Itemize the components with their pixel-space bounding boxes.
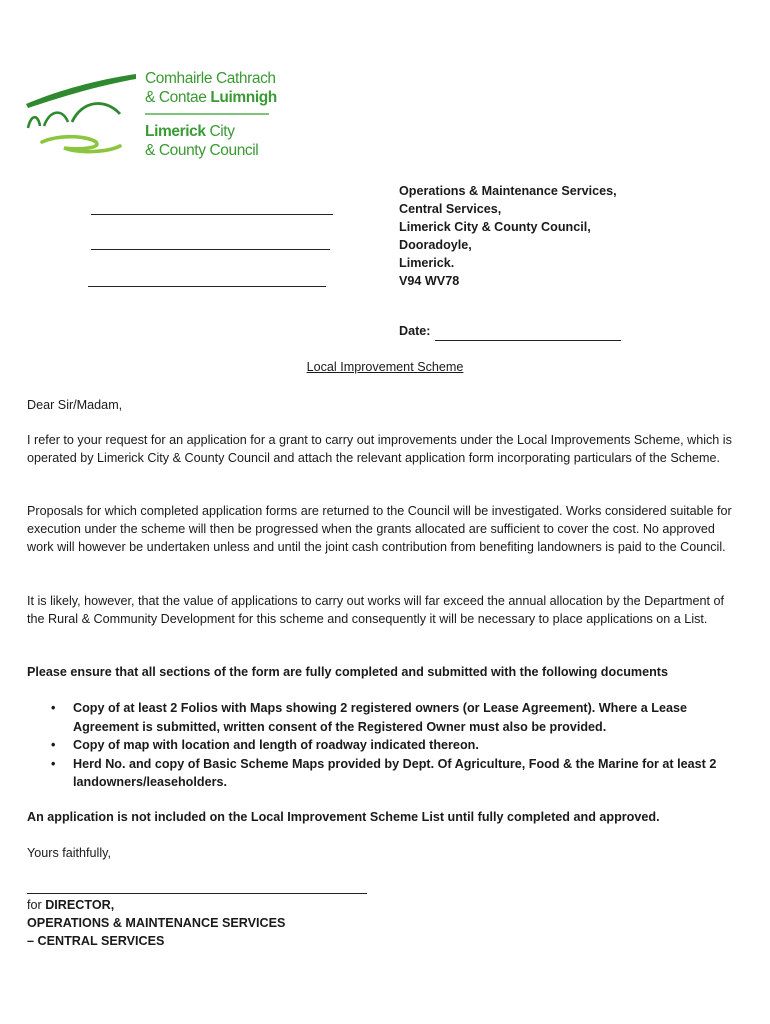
- recipient-address-line-2[interactable]: [91, 249, 330, 250]
- english-name-bold: Limerick: [145, 123, 206, 140]
- list-item: [27, 736, 739, 755]
- date-row: [399, 324, 621, 341]
- signoff-block: [27, 896, 285, 950]
- council-name-english: [145, 122, 258, 160]
- address-line: Dooradoyle,: [399, 238, 472, 252]
- address-line: Limerick City & County Council,: [399, 220, 591, 234]
- requirement-text: Copy of at least 2 Folios with Maps showing 2 registered owners (or Lease Agreement). Where a Lease Agreement is submitted, written consent of the Registered Owner must also be provided.: [73, 701, 687, 734]
- salutation: Dear Sir/Madam,: [27, 398, 123, 412]
- requirements-list: [27, 699, 739, 792]
- bullet-icon: •: [51, 756, 56, 771]
- date-field[interactable]: [435, 326, 621, 341]
- signoff-section: – CENTRAL SERVICES: [27, 934, 165, 948]
- council-logo: [24, 66, 277, 166]
- irish-name-line-1: Comhairle Cathrach: [145, 70, 276, 87]
- subject-text: Local Improvement Scheme: [306, 360, 464, 374]
- list-item: [27, 699, 739, 736]
- signoff-for-prefix: for: [27, 898, 46, 912]
- signoff-department: OPERATIONS & MAINTENANCE SERVICES: [27, 916, 286, 930]
- date-label: Date:: [399, 324, 431, 338]
- signoff-title: DIRECTOR,: [45, 898, 115, 912]
- letter-subject: [0, 360, 770, 374]
- paragraph-3: It is likely, however, that the value of applications to carry out works will far exceed the annual allocation by the Department of the Rural & Community Development for this scheme and consequently it will be necessary to place applications on a List.: [27, 594, 724, 626]
- council-name-irish: [145, 69, 277, 107]
- english-name-line-2: & County Council: [145, 142, 259, 159]
- address-line: V94 WV78: [399, 274, 460, 288]
- signature-line[interactable]: [27, 893, 367, 894]
- recipient-address-line-3[interactable]: [88, 286, 326, 287]
- english-name-rest: City: [205, 123, 235, 140]
- irish-name-prefix: & Contae: [145, 89, 211, 106]
- bullet-icon: •: [51, 701, 56, 715]
- sender-address: [399, 182, 617, 290]
- english-name-line-1: [145, 122, 258, 141]
- address-line: Limerick.: [399, 256, 455, 270]
- recipient-address-line-1[interactable]: [91, 214, 333, 215]
- list-item: [27, 755, 739, 792]
- bullet-icon: •: [51, 738, 56, 752]
- address-line: Operations & Maintenance Services,: [399, 184, 617, 198]
- address-line: Central Services,: [399, 202, 502, 216]
- approval-notice: An application is not included on the Local Improvement Scheme List until fully completed and approved.: [27, 810, 660, 824]
- logo-divider: [145, 113, 269, 115]
- council-logo-mark-icon: [24, 70, 142, 162]
- irish-name-line-2: [145, 88, 277, 107]
- irish-name-bold: Luimnigh: [210, 89, 277, 106]
- requirements-heading: Please ensure that all sections of the form are fully completed and submitted with the following documents: [27, 665, 668, 679]
- paragraph-1: I refer to your request for an application for a grant to carry out improvements under the Local Improvements Scheme, which is operated by Limerick City & County Council and attach the relevant application form incorporating particulars of the Scheme.: [27, 433, 732, 465]
- paragraph-2: Proposals for which completed application forms are returned to the Council will be investigated. Works considered suitable for execution under the scheme will then be progressed when the grants allocated are sufficient to cover the cost. No approved work will however be undertaken unless and until the joint cash contribution from benefiting landowners is paid to the Council.: [27, 504, 732, 554]
- requirement-text: Herd No. and copy of Basic Scheme Maps provided by Dept. Of Agriculture, Food & the Marine for at least 2 landowners/leaseholders.: [73, 756, 717, 789]
- closing: Yours faithfully,: [27, 846, 112, 860]
- requirement-text: Copy of map with location and length of roadway indicated thereon.: [73, 738, 479, 752]
- signoff-for: [27, 896, 285, 914]
